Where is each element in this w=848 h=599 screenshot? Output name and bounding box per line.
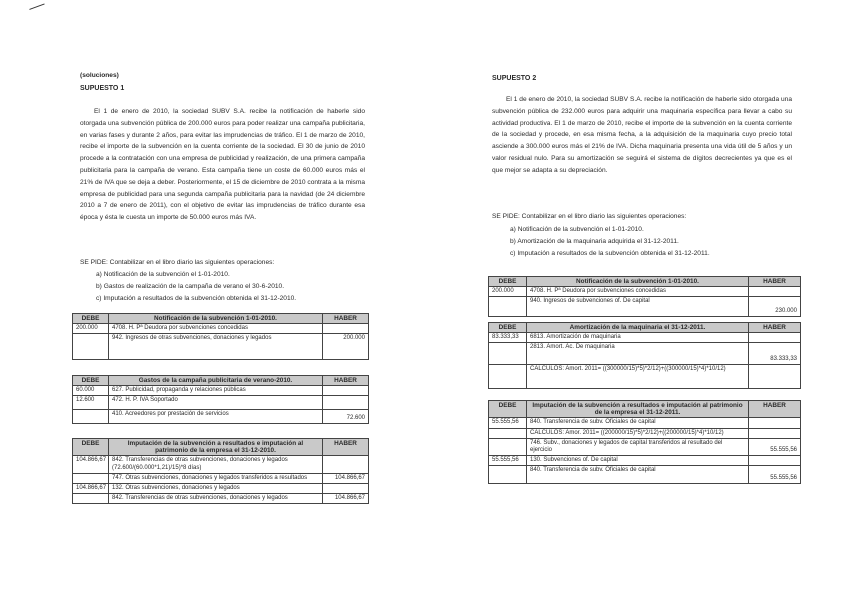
debe-header: DEBE	[489, 323, 527, 333]
table-row: 200.000 4708. H. Pª Deudora por subvenciones concedidas	[489, 287, 801, 297]
entry-title: Notificación de la subvención 1-01-2010.	[527, 277, 749, 287]
table-row: 83.333,33 6813. Amortización de maquinaria	[489, 333, 801, 343]
right-page	[424, 0, 848, 599]
operation-a: a) Notificación de la subvención el 1-01-2010.	[96, 271, 230, 278]
table-row: 746. Subv., donaciones y legados de capital transferidos al resultado del ejercicio 55.555,56	[489, 438, 801, 455]
haber-header: HABER	[749, 401, 801, 418]
debe-header: DEBE	[489, 401, 527, 418]
table-row: 747. Otras subvenciones, donaciones y legados transferidos a resultados 104.866,67	[73, 473, 369, 483]
pen-mark	[29, 3, 46, 15]
operation-b: b) Gastos de realización de la campaña de verano el 30-6-2010.	[96, 283, 285, 290]
table-row: 2813. Amort. Ac. De maquinaria 83.333,33	[489, 343, 801, 365]
supuesto-2-title: SUPUESTO 2	[492, 75, 537, 82]
supuesto-2-statement: El 1 de enero de 2010, la sociedad SUBV S.A. recibe la notificación de haberle sido otorgada una subvención pública de 232.000 euros para adquirir una maquinaria específica para llevar a cabo su actividad productiva. El 1 de marzo de 2010, recibe el importe de la subvención en la cuenta corriente de la sociedad y procede, en esa misma fecha, a la adquisición de la maquinaria cuyo precio total asciende a 300.000 euros más el 21% de IVA. Dicha maquinaria presenta una vida útil de 5 años y un valor residual nulo. Para su amortización se seguirá el sistema de dígitos decrecientes ya que es el que mejor se adapta a su depreciación.	[492, 96, 792, 174]
entry-title: Amortización de la maquinaria el 31-12-2011.	[527, 323, 749, 333]
table-row: 55.555,56 840. Transferencia de subv. Oficiales de capital	[489, 418, 801, 428]
table-row: 55.555,56 130. Subvenciones of. De capital	[489, 456, 801, 466]
haber-header: HABER	[323, 439, 369, 456]
ledger-table-2a	[488, 276, 801, 317]
entry-title: Imputación de la subvención a resultados e imputación al patrimonio de la empresa el 31-12-2010.	[109, 439, 323, 456]
operations-list-1	[96, 269, 296, 305]
supuesto-1-statement: El 1 de enero de 2010, la sociedad SUBV S.A. recibe la notificación de haberle sido otorgada una subvención pública de 200.000 euros para poder realizar una campaña publicitaria, en varias fases y durante 2 años, para evitar las imprudencias de tráfico. El 1 de marzo de 2010, recibe el importe de la subvención en la cuenta corriente de la sociedad. El 30 de junio de 2010 procede a la contratación con una empresa de publicidad y realización, de una primera campaña publicitaria para la campaña de verano. Esta campaña tiene un coste de 60.000 euros más el 21% de IVA que se deja a deber. Posteriormente, el 15 de diciembre de 2010 contrata a la misma empresa de publicidad para una segunda campaña publicitaria para la navidad (de 24 diciembre 2010 a 7 de enero de 2011), con el objetivo de evitar las imprudencias de tráfico durante esa época y ésta le cuesta un importe de 50.000 euros más IVA.	[80, 108, 365, 222]
entry-title: Gastos de la campaña publicitaria de verano-2010.	[109, 376, 323, 386]
supuesto-1-title: SUPUESTO 1	[80, 85, 125, 92]
ledger-table-1b	[72, 375, 369, 424]
debe-header: DEBE	[73, 314, 109, 324]
haber-header: HABER	[323, 314, 369, 324]
operation-c: c) Imputación a resultados de la subvención obtenida el 31-12-2011.	[510, 250, 710, 257]
operation-c: c) Imputación a resultados de la subvención obtenida el 31-12-2010.	[96, 295, 297, 302]
table-row: CALCULOS: Amort. 2011= ((300000/15)*5)*2/12)+((300000/15)*4)*10/12)	[489, 365, 801, 389]
operation-a: a) Notificación de la subvención el 1-01-2010.	[510, 226, 644, 233]
entry-title: Notificación de la subvención 1-01-2010.	[109, 314, 323, 324]
haber-header: HABER	[749, 277, 801, 287]
table-row: 60.000 627. Publicidad, propaganda y relaciones públicas	[73, 386, 369, 396]
operations-list-2	[510, 224, 710, 260]
se-pide-1: SE PIDE: Contabilizar en el libro diario las siguientes operaciones:	[80, 259, 275, 266]
table-row: 104.866,67 132. Otras subvenciones, donaciones y legados	[73, 484, 369, 494]
debe-header: DEBE	[489, 277, 527, 287]
table-row: 104.866,67 842. Transferencias de otras subvenciones, donaciones y legados (72.600/(60.000*1,21)/15)*8 días)	[73, 456, 369, 473]
haber-header: HABER	[749, 323, 801, 333]
ledger-table-1c	[72, 438, 369, 504]
table-row: 410. Acreedores por prestación de servicios 72.600	[73, 410, 369, 424]
operation-b: b) Amortización de la maquinaria adquirida el 31-12-2011.	[510, 238, 679, 245]
entry-title: Imputación de la subvención a resultados e imputación al patrimonio de la empresa el 31-12-2011.	[527, 401, 749, 418]
table-row: 842. Transferencias de otras subvenciones, donaciones y legados 104.866,67	[73, 494, 369, 504]
haber-header: HABER	[323, 376, 369, 386]
table-row: 942. Ingresos de otras subvenciones, donaciones y legados 200.000	[73, 334, 369, 360]
ledger-table-2b	[488, 322, 801, 389]
table-row: 12.600 472. H. P. IVA Soportado	[73, 396, 369, 410]
debe-header: DEBE	[73, 439, 109, 456]
ledger-table-2c	[488, 400, 801, 484]
table-row: 200.000 4708. H. Pª Deudora por subvenciones concedidas	[73, 324, 369, 334]
table-row: 840. Transferencia de subv. Oficiales de capital 55.555,56	[489, 466, 801, 484]
table-row: 940. Ingresos de subvenciones of. De capital 230.000	[489, 297, 801, 317]
ledger-table-1a	[72, 313, 369, 360]
debe-header: DEBE	[73, 376, 109, 386]
se-pide-2: SE PIDE: Contabilizar en el libro diario las siguientes operaciones:	[492, 213, 687, 220]
soluciones-label: (soluciones)	[80, 72, 119, 79]
table-row: CALCULOS: Amor. 2011= ((200000/15)*5)*2/12)+((200000/15)*4)*10/12)	[489, 428, 801, 438]
